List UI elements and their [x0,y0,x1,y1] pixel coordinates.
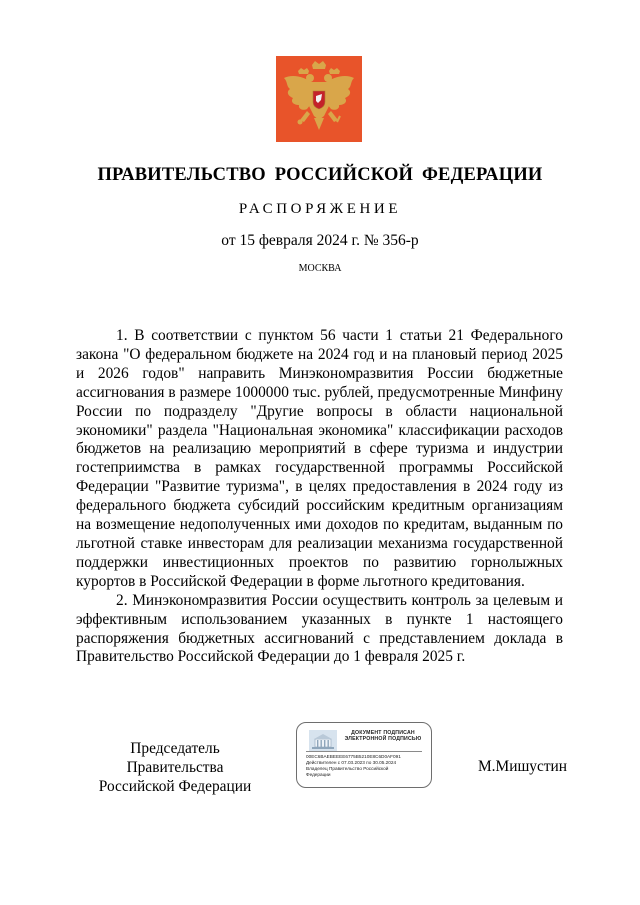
government-building-icon [309,730,337,752]
stamp-title [341,730,425,743]
stamp-certificate: 00EC6BAEBEEEE6775B5210E8C6D0AF091 [306,754,401,759]
signer-name: М.Мишустин [478,758,568,775]
document-type: РАСПОРЯЖЕНИЕ [238,201,402,217]
stamp-details [306,754,426,778]
government-title: ПРАВИТЕЛЬСТВО РОССИЙСКОЙ ФЕДЕРАЦИИ [97,165,543,185]
stamp-title-line-2: ЭЛЕКТРОННОЙ ПОДПИСЬЮ [344,736,422,743]
document-city: МОСКВА [298,263,342,274]
document-body [76,327,563,667]
signer-position [80,739,270,796]
document-date-number: от 15 февраля 2024 г. № 356-р [221,232,419,249]
signer-position-line-2: Российской Федерации [98,778,252,795]
signer-position-line-1: Председатель Правительства [126,740,224,776]
stamp-validity: Действителен с 07.03.2023 по 30.05.2024 [306,760,397,765]
stamp-owner-line-1: Владелец Правительство Российской [306,766,389,771]
paragraph-2: 2. Минэкономразвития России осуществить контроль за целевым и эффективным использованием указанных в пункте 1 настоящего распоряжения бюджетных ассигнований с представлением доклада в Правительство Российской Федерации до 1 февраля 2025 г. [76,591,563,666]
stamp-title-line-1: ДОКУМЕНТ ПОДПИСАН [351,730,415,736]
stamp-owner-line-2: Федерации [306,772,331,777]
paragraph-1: 1. В соответствии с пунктом 56 части 1 статьи 21 Федерального закона "О федеральном бюджете на 2024 год и на плановый период 2025 и 2026 годов" направить Минэкономразвития России бюджетные ассигнования в размере 1000000 тыс. рублей, предусмотренные Минфину России по подразделу "Другие вопросы в области национальной экономики" раздела "Национальная экономика" классификации расходов бюджетов на реализацию мероприятий в сфере туризма и индустрии гостеприимства в рамках государственной программы Российской Федерации "Развитие туризма", в целях предоставления в 2024 году из федерального бюджета субсидий российским кредитным организациям на возмещение недополученных ими доходов по кредитам, выданным по льготной ставке инвесторам для реализации механизма государственной поддержки инвестиционных проектов по развитию горнолыжных курортов в Российской Федерации в форме льготного кредитования. [76,327,563,590]
electronic-signature-stamp [296,722,432,788]
stamp-divider [306,751,422,752]
coat-of-arms-icon [276,56,362,142]
